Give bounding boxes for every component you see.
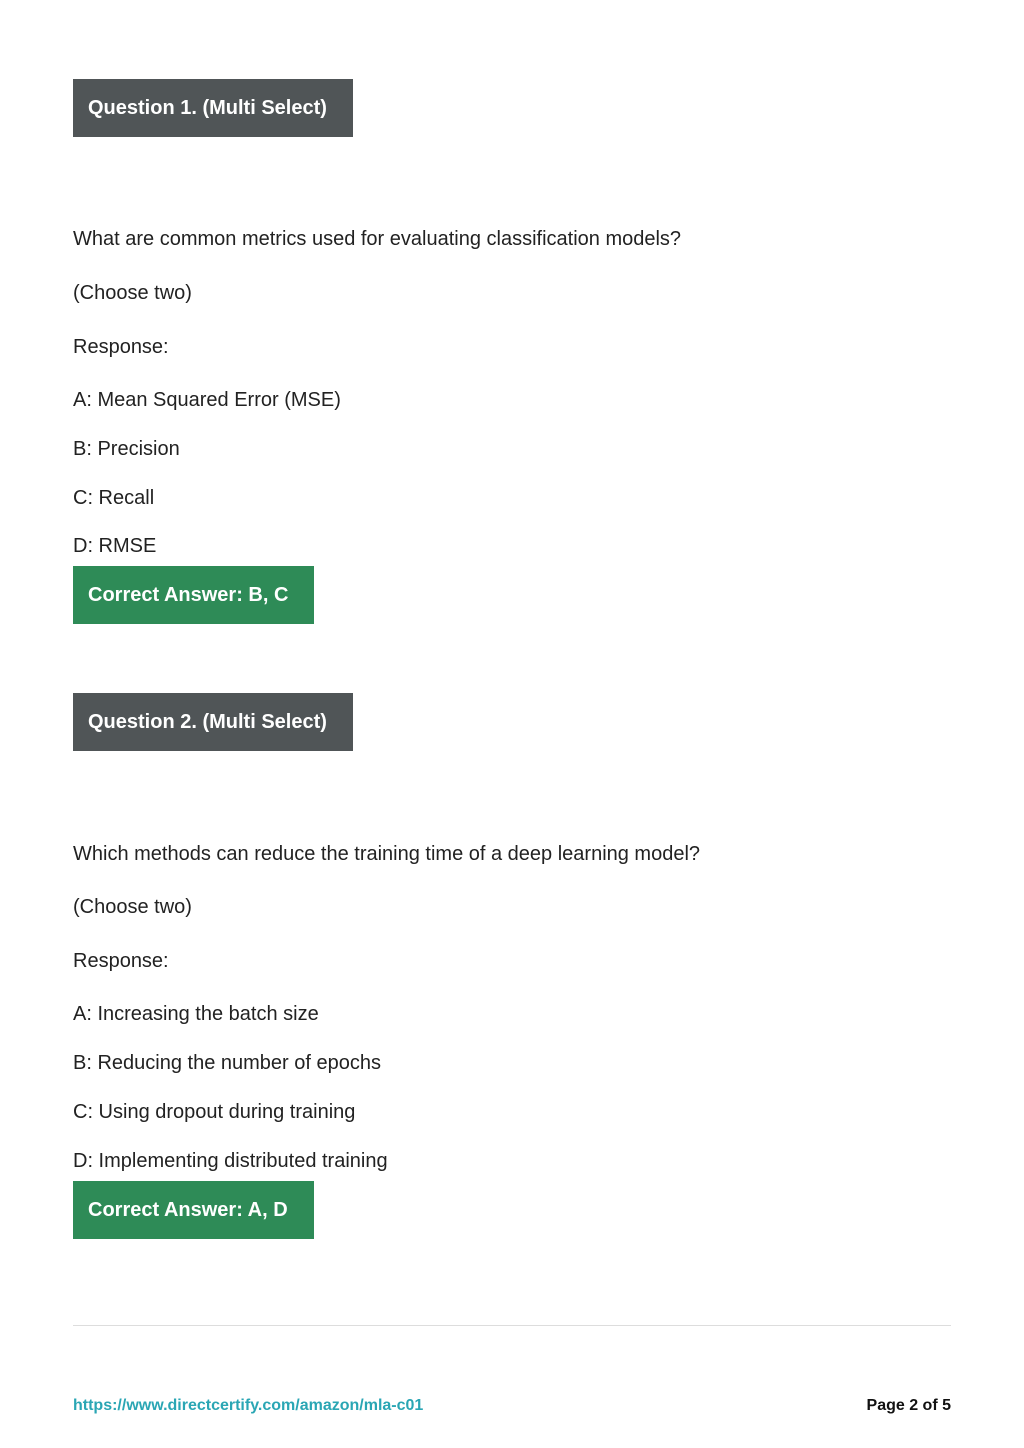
question-2-option-a: A: Increasing the batch size <box>73 1003 319 1025</box>
question-1-option-c: C: Recall <box>73 487 155 509</box>
question-2-option-b: B: Reducing the number of epochs <box>73 1052 381 1074</box>
question-2-response-label: Response: <box>73 950 169 972</box>
question-2-header: Question 2. (Multi Select) <box>73 693 353 751</box>
question-1-option-d: D: RMSE <box>73 535 157 557</box>
question-2-correct-answer: Correct Answer: A, D <box>73 1181 314 1239</box>
question-1-option-b: B: Precision <box>73 438 180 460</box>
question-2-text: Which methods can reduce the training time of a deep learning model? <box>73 843 701 865</box>
question-2-instruction: (Choose two) <box>73 896 192 918</box>
question-2-option-d: D: Implementing distributed training <box>73 1150 388 1172</box>
footer-divider <box>73 1325 951 1326</box>
question-1-response-label: Response: <box>73 336 169 358</box>
page-number: Page 2 of 5 <box>866 1397 951 1414</box>
question-1-header: Question 1. (Multi Select) <box>73 79 353 137</box>
question-2-option-c: C: Using dropout during training <box>73 1101 356 1123</box>
question-1-correct-answer: Correct Answer: B, C <box>73 566 314 624</box>
question-1-instruction: (Choose two) <box>73 282 192 304</box>
question-1-option-a: A: Mean Squared Error (MSE) <box>73 389 341 411</box>
question-1-text: What are common metrics used for evaluating classification models? <box>73 228 682 250</box>
footer-website-link[interactable]: https://www.directcertify.com/amazon/mla-c01 <box>73 1397 424 1414</box>
